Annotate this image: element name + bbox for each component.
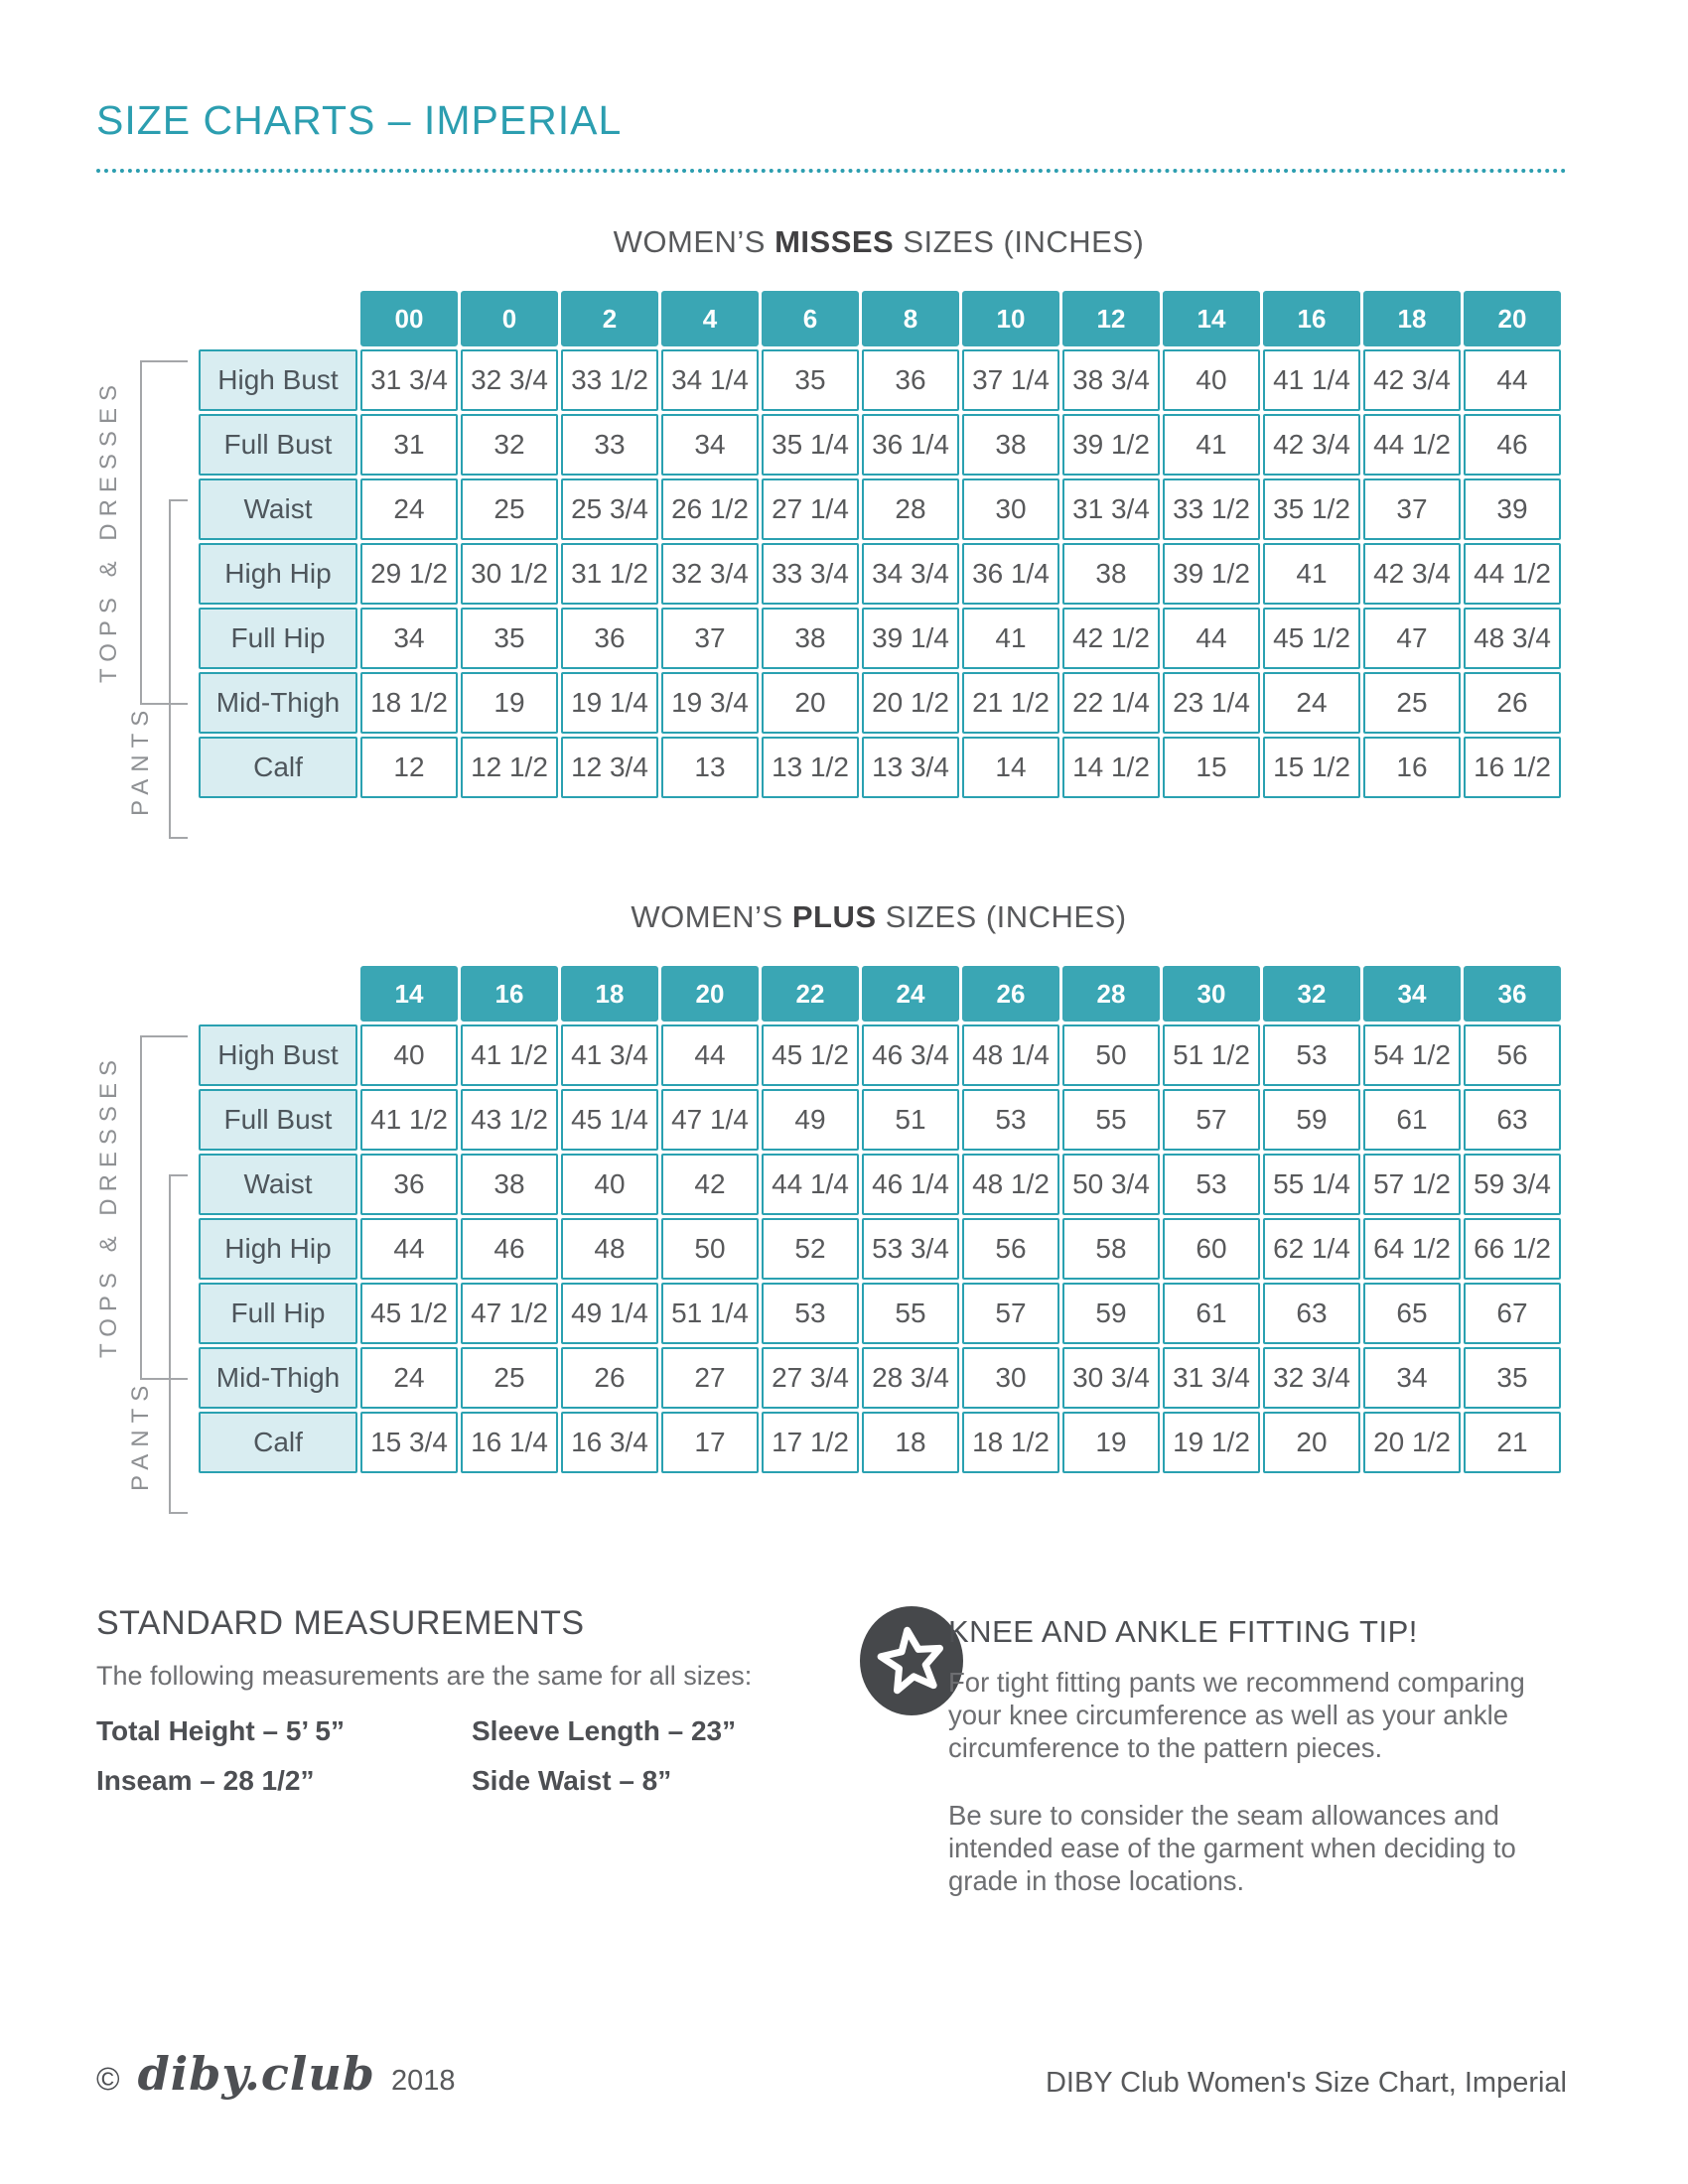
measurement-row-label: Mid-Thigh bbox=[199, 1347, 357, 1409]
measurement-row-label: Calf bbox=[199, 737, 357, 798]
measurement-value-cell: 28 bbox=[862, 478, 959, 540]
measurement-value-cell: 34 bbox=[360, 608, 458, 669]
measurement-row-label: Full Hip bbox=[199, 608, 357, 669]
size-column-header: 2 bbox=[561, 291, 658, 346]
measurement-value-cell: 25 bbox=[461, 478, 558, 540]
measurement-value-cell: 15 bbox=[1163, 737, 1260, 798]
measurement-total-height: Total Height – 5’ 5” bbox=[96, 1715, 345, 1746]
measurement-value-cell: 47 1/2 bbox=[461, 1283, 558, 1344]
measurement-value-cell: 41 1/2 bbox=[360, 1089, 458, 1151]
caption-bold: MISSES bbox=[774, 224, 895, 259]
measurement-value-cell: 50 bbox=[1062, 1024, 1160, 1086]
measurement-value-cell: 31 1/2 bbox=[561, 543, 658, 605]
measurement-value-cell: 37 bbox=[661, 608, 759, 669]
measurement-row bbox=[199, 543, 1561, 605]
size-column-header: 16 bbox=[1263, 291, 1360, 346]
measurement-value-cell: 28 3/4 bbox=[862, 1347, 959, 1409]
measurement-value-cell: 56 bbox=[962, 1218, 1059, 1280]
fitting-tip-paragraph-2: Be sure to consider the seam allowances and intended ease of the garment when deciding to grade in those locations. bbox=[948, 1800, 1516, 1896]
measurement-value-cell: 39 1/2 bbox=[1163, 543, 1260, 605]
measurement-value-cell: 44 bbox=[661, 1024, 759, 1086]
measurement-value-cell: 30 3/4 bbox=[1062, 1347, 1160, 1409]
measurement-value-cell: 49 1/4 bbox=[561, 1283, 658, 1344]
measurement-value-cell: 48 3/4 bbox=[1464, 608, 1561, 669]
copyright-symbol: © bbox=[96, 2061, 120, 2097]
footer-document-title: DIBY Club Women's Size Chart, Imperial bbox=[1045, 2067, 1567, 2099]
size-header-row bbox=[199, 966, 1561, 1022]
pants-bracket bbox=[169, 499, 188, 839]
measurement-value-cell: 20 bbox=[762, 672, 859, 734]
standard-measurements-subheading: The following measurements are the same for all sizes: bbox=[96, 1661, 753, 1691]
measurement-value-cell: 49 bbox=[762, 1089, 859, 1151]
measurement-value-cell: 40 bbox=[1163, 349, 1260, 411]
measurement-value-cell: 46 bbox=[461, 1218, 558, 1280]
measurement-value-cell: 39 bbox=[1464, 478, 1561, 540]
measurement-value-cell: 41 3/4 bbox=[561, 1024, 658, 1086]
measurement-value-cell: 32 3/4 bbox=[661, 543, 759, 605]
measurement-value-cell: 36 1/4 bbox=[962, 543, 1059, 605]
measurement-value-cell: 44 bbox=[1163, 608, 1260, 669]
measurement-value-cell: 57 1/2 bbox=[1363, 1154, 1461, 1215]
measurement-value-cell: 61 bbox=[1363, 1089, 1461, 1151]
measurement-value-cell: 22 1/4 bbox=[1062, 672, 1160, 734]
size-column-header: 16 bbox=[461, 966, 558, 1022]
measurement-row-label: Waist bbox=[199, 478, 357, 540]
measurement-value-cell: 35 bbox=[1464, 1347, 1561, 1409]
measurement-value-cell: 62 1/4 bbox=[1263, 1218, 1360, 1280]
size-column-header: 14 bbox=[360, 966, 458, 1022]
measurement-value-cell: 35 bbox=[461, 608, 558, 669]
measurement-value-cell: 39 1/2 bbox=[1062, 414, 1160, 476]
measurement-value-cell: 44 1/2 bbox=[1464, 543, 1561, 605]
measurement-value-cell: 13 1/2 bbox=[762, 737, 859, 798]
size-column-header: 0 bbox=[461, 291, 558, 346]
tops-and-dresses-group-label: TOPS & DRESSES bbox=[95, 378, 122, 683]
measurement-value-cell: 38 bbox=[962, 414, 1059, 476]
measurement-value-cell: 31 3/4 bbox=[1062, 478, 1160, 540]
measurement-value-cell: 57 bbox=[962, 1283, 1059, 1344]
measurement-value-cell: 46 bbox=[1464, 414, 1561, 476]
measurement-value-cell: 18 1/2 bbox=[360, 672, 458, 734]
size-column-header: 12 bbox=[1062, 291, 1160, 346]
measurement-row bbox=[199, 1412, 1561, 1473]
measurement-value-cell: 18 1/2 bbox=[962, 1412, 1059, 1473]
measurement-value-cell: 19 bbox=[461, 672, 558, 734]
size-column-header: 26 bbox=[962, 966, 1059, 1022]
measurement-value-cell: 44 bbox=[360, 1218, 458, 1280]
measurement-value-cell: 15 3/4 bbox=[360, 1412, 458, 1473]
measurement-value-cell: 35 1/2 bbox=[1263, 478, 1360, 540]
measurement-value-cell: 35 bbox=[762, 349, 859, 411]
measurement-value-cell: 65 bbox=[1363, 1283, 1461, 1344]
measurement-row-label: High Hip bbox=[199, 1218, 357, 1280]
measurement-value-cell: 31 3/4 bbox=[360, 349, 458, 411]
footer-year: 2018 bbox=[390, 2065, 456, 2097]
measurement-row bbox=[199, 414, 1561, 476]
measurement-value-cell: 24 bbox=[360, 478, 458, 540]
measurement-value-cell: 26 bbox=[561, 1347, 658, 1409]
measurement-value-cell: 12 1/2 bbox=[461, 737, 558, 798]
measurement-row bbox=[199, 672, 1561, 734]
measurement-value-cell: 41 bbox=[1263, 543, 1360, 605]
measurement-value-cell: 23 1/4 bbox=[1163, 672, 1260, 734]
measurement-row-label: High Bust bbox=[199, 1024, 357, 1086]
measurement-value-cell: 38 bbox=[762, 608, 859, 669]
measurement-value-cell: 12 bbox=[360, 737, 458, 798]
size-column-header: 36 bbox=[1464, 966, 1561, 1022]
size-column-header: 18 bbox=[561, 966, 658, 1022]
measurement-row bbox=[199, 1218, 1561, 1280]
measurement-value-cell: 34 bbox=[1363, 1347, 1461, 1409]
measurement-value-cell: 36 1/4 bbox=[862, 414, 959, 476]
measurement-value-cell: 42 3/4 bbox=[1263, 414, 1360, 476]
size-header-row bbox=[199, 291, 1561, 346]
size-column-header: 22 bbox=[762, 966, 859, 1022]
measurement-value-cell: 51 1/2 bbox=[1163, 1024, 1260, 1086]
size-column-header: 28 bbox=[1062, 966, 1160, 1022]
measurement-value-cell: 45 1/2 bbox=[360, 1283, 458, 1344]
measurement-value-cell: 33 1/2 bbox=[561, 349, 658, 411]
measurement-value-cell: 53 bbox=[762, 1283, 859, 1344]
measurement-value-cell: 47 bbox=[1363, 608, 1461, 669]
measurement-value-cell: 51 1/4 bbox=[661, 1283, 759, 1344]
caption-prefix: WOMEN’S bbox=[631, 899, 792, 934]
measurement-row bbox=[199, 1154, 1561, 1215]
measurement-row-label: Mid-Thigh bbox=[199, 672, 357, 734]
measurement-value-cell: 13 bbox=[661, 737, 759, 798]
measurement-value-cell: 53 bbox=[962, 1089, 1059, 1151]
measurement-row-label: Full Bust bbox=[199, 1089, 357, 1151]
measurement-value-cell: 39 1/4 bbox=[862, 608, 959, 669]
size-table bbox=[196, 288, 1564, 801]
measurement-value-cell: 59 bbox=[1263, 1089, 1360, 1151]
measurement-value-cell: 42 3/4 bbox=[1363, 349, 1461, 411]
measurement-value-cell: 30 1/2 bbox=[461, 543, 558, 605]
measurement-row bbox=[199, 1283, 1561, 1344]
measurement-value-cell: 36 bbox=[360, 1154, 458, 1215]
measurement-value-cell: 31 bbox=[360, 414, 458, 476]
measurement-value-cell: 40 bbox=[561, 1154, 658, 1215]
dotted-divider bbox=[96, 169, 1567, 173]
measurement-value-cell: 42 3/4 bbox=[1363, 543, 1461, 605]
measurement-value-cell: 38 3/4 bbox=[1062, 349, 1160, 411]
measurement-value-cell: 20 bbox=[1263, 1412, 1360, 1473]
size-column-header: 10 bbox=[962, 291, 1059, 346]
measurement-value-cell: 33 3/4 bbox=[762, 543, 859, 605]
measurement-value-cell: 32 bbox=[461, 414, 558, 476]
footer-brand bbox=[96, 2047, 455, 2101]
measurement-value-cell: 38 bbox=[1062, 543, 1160, 605]
measurement-value-cell: 55 bbox=[1062, 1089, 1160, 1151]
measurement-value-cell: 41 1/2 bbox=[461, 1024, 558, 1086]
plus-size-table bbox=[196, 963, 1564, 1476]
measurement-value-cell: 33 bbox=[561, 414, 658, 476]
measurement-value-cell: 16 1/4 bbox=[461, 1412, 558, 1473]
size-column-header: 24 bbox=[862, 966, 959, 1022]
measurement-sleeve-length: Sleeve Length – 23” bbox=[472, 1715, 737, 1746]
measurement-value-cell: 57 bbox=[1163, 1089, 1260, 1151]
measurement-inseam: Inseam – 28 1/2” bbox=[96, 1765, 315, 1796]
measurement-value-cell: 41 bbox=[1163, 414, 1260, 476]
pants-group-label: PANTS bbox=[127, 703, 154, 817]
table-corner-spacer bbox=[199, 966, 357, 1022]
measurement-value-cell: 50 3/4 bbox=[1062, 1154, 1160, 1215]
measurement-value-cell: 13 3/4 bbox=[862, 737, 959, 798]
measurement-value-cell: 26 1/2 bbox=[661, 478, 759, 540]
measurement-value-cell: 63 bbox=[1464, 1089, 1561, 1151]
measurement-value-cell: 47 1/4 bbox=[661, 1089, 759, 1151]
measurement-value-cell: 66 1/2 bbox=[1464, 1218, 1561, 1280]
caption-suffix: SIZES (INCHES) bbox=[894, 224, 1145, 259]
measurement-value-cell: 50 bbox=[661, 1218, 759, 1280]
page-title: SIZE CHARTS – IMPERIAL bbox=[96, 97, 623, 143]
measurement-value-cell: 14 1/2 bbox=[1062, 737, 1160, 798]
measurement-value-cell: 46 1/4 bbox=[862, 1154, 959, 1215]
measurement-row-label: High Hip bbox=[199, 543, 357, 605]
measurement-value-cell: 53 bbox=[1163, 1154, 1260, 1215]
measurement-value-cell: 25 3/4 bbox=[561, 478, 658, 540]
measurement-value-cell: 56 bbox=[1464, 1024, 1561, 1086]
measurement-value-cell: 43 1/2 bbox=[461, 1089, 558, 1151]
measurement-value-cell: 19 bbox=[1062, 1412, 1160, 1473]
measurement-row bbox=[199, 608, 1561, 669]
measurement-value-cell: 61 bbox=[1163, 1283, 1260, 1344]
measurement-value-cell: 48 1/4 bbox=[962, 1024, 1059, 1086]
measurement-value-cell: 45 1/2 bbox=[762, 1024, 859, 1086]
tops-and-dresses-group-label: TOPS & DRESSES bbox=[95, 1053, 122, 1358]
measurement-value-cell: 51 bbox=[862, 1089, 959, 1151]
measurement-value-cell: 31 3/4 bbox=[1163, 1347, 1260, 1409]
pants-bracket bbox=[169, 1174, 188, 1514]
measurement-value-cell: 19 1/4 bbox=[561, 672, 658, 734]
size-column-header: 30 bbox=[1163, 966, 1260, 1022]
measurement-value-cell: 44 1/2 bbox=[1363, 414, 1461, 476]
measurement-value-cell: 21 1/2 bbox=[962, 672, 1059, 734]
size-column-header: 20 bbox=[661, 966, 759, 1022]
measurement-value-cell: 37 1/4 bbox=[962, 349, 1059, 411]
size-column-header: 6 bbox=[762, 291, 859, 346]
size-column-header: 00 bbox=[360, 291, 458, 346]
standard-measurements-heading: STANDARD MEASUREMENTS bbox=[96, 1604, 585, 1642]
measurement-value-cell: 45 1/2 bbox=[1263, 608, 1360, 669]
measurement-value-cell: 42 1/2 bbox=[1062, 608, 1160, 669]
measurement-value-cell: 64 1/2 bbox=[1363, 1218, 1461, 1280]
measurement-value-cell: 36 bbox=[561, 608, 658, 669]
measurement-value-cell: 55 1/4 bbox=[1263, 1154, 1360, 1215]
measurement-row bbox=[199, 349, 1561, 411]
size-column-header: 14 bbox=[1163, 291, 1260, 346]
measurement-value-cell: 27 1/4 bbox=[762, 478, 859, 540]
measurement-value-cell: 30 bbox=[962, 478, 1059, 540]
measurement-value-cell: 34 1/4 bbox=[661, 349, 759, 411]
measurement-value-cell: 16 1/2 bbox=[1464, 737, 1561, 798]
pants-group-label: PANTS bbox=[127, 1378, 154, 1492]
measurement-row-label: Full Bust bbox=[199, 414, 357, 476]
measurement-value-cell: 19 3/4 bbox=[661, 672, 759, 734]
measurement-value-cell: 29 1/2 bbox=[360, 543, 458, 605]
measurement-value-cell: 35 1/4 bbox=[762, 414, 859, 476]
measurement-value-cell: 25 bbox=[1363, 672, 1461, 734]
measurement-value-cell: 46 3/4 bbox=[862, 1024, 959, 1086]
measurement-value-cell: 63 bbox=[1263, 1283, 1360, 1344]
size-column-header: 18 bbox=[1363, 291, 1461, 346]
table-corner-spacer bbox=[199, 291, 357, 346]
size-table bbox=[196, 963, 1564, 1476]
measurement-value-cell: 45 1/4 bbox=[561, 1089, 658, 1151]
misses-table-caption bbox=[196, 224, 1562, 260]
measurement-value-cell: 53 bbox=[1263, 1024, 1360, 1086]
fitting-tip-heading: KNEE AND ANKLE FITTING TIP! bbox=[948, 1614, 1418, 1649]
measurement-value-cell: 17 bbox=[661, 1412, 759, 1473]
measurement-value-cell: 24 bbox=[1263, 672, 1360, 734]
measurement-value-cell: 58 bbox=[1062, 1218, 1160, 1280]
measurement-value-cell: 59 bbox=[1062, 1283, 1160, 1344]
measurement-value-cell: 34 bbox=[661, 414, 759, 476]
measurement-value-cell: 42 bbox=[661, 1154, 759, 1215]
measurement-value-cell: 54 1/2 bbox=[1363, 1024, 1461, 1086]
plus-table-caption bbox=[196, 899, 1562, 935]
measurement-row-label: Calf bbox=[199, 1412, 357, 1473]
measurement-value-cell: 38 bbox=[461, 1154, 558, 1215]
measurement-value-cell: 53 3/4 bbox=[862, 1218, 959, 1280]
misses-size-table bbox=[196, 288, 1564, 801]
measurement-value-cell: 44 bbox=[1464, 349, 1561, 411]
measurement-value-cell: 59 3/4 bbox=[1464, 1154, 1561, 1215]
measurement-value-cell: 34 3/4 bbox=[862, 543, 959, 605]
measurement-row bbox=[199, 478, 1561, 540]
measurement-value-cell: 41 1/4 bbox=[1263, 349, 1360, 411]
size-column-header: 8 bbox=[862, 291, 959, 346]
measurement-value-cell: 26 bbox=[1464, 672, 1561, 734]
fitting-tip-paragraph-1: For tight fitting pants we recommend comparing your knee circumference as well as your ankle circumference to the pattern pieces. bbox=[948, 1667, 1525, 1763]
measurement-value-cell: 40 bbox=[360, 1024, 458, 1086]
measurement-value-cell: 24 bbox=[360, 1347, 458, 1409]
standard-measurements-section bbox=[96, 1604, 811, 1797]
measurement-value-cell: 16 3/4 bbox=[561, 1412, 658, 1473]
measurement-value-cell: 55 bbox=[862, 1283, 959, 1344]
measurement-value-cell: 27 3/4 bbox=[762, 1347, 859, 1409]
measurement-value-cell: 36 bbox=[862, 349, 959, 411]
measurement-row-label: High Bust bbox=[199, 349, 357, 411]
measurement-value-cell: 60 bbox=[1163, 1218, 1260, 1280]
measurement-value-cell: 12 3/4 bbox=[561, 737, 658, 798]
measurement-value-cell: 41 bbox=[962, 608, 1059, 669]
measurement-value-cell: 27 bbox=[661, 1347, 759, 1409]
measurement-value-cell: 16 bbox=[1363, 737, 1461, 798]
measurement-row-label: Full Hip bbox=[199, 1283, 357, 1344]
measurement-value-cell: 18 bbox=[862, 1412, 959, 1473]
measurement-value-cell: 37 bbox=[1363, 478, 1461, 540]
measurement-value-cell: 32 3/4 bbox=[1263, 1347, 1360, 1409]
measurement-value-cell: 30 bbox=[962, 1347, 1059, 1409]
caption-prefix: WOMEN’S bbox=[613, 224, 775, 259]
measurement-row bbox=[199, 1089, 1561, 1151]
measurement-value-cell: 21 bbox=[1464, 1412, 1561, 1473]
measurement-value-cell: 17 1/2 bbox=[762, 1412, 859, 1473]
measurement-row bbox=[199, 1024, 1561, 1086]
measurement-value-cell: 44 1/4 bbox=[762, 1154, 859, 1215]
size-column-header: 4 bbox=[661, 291, 759, 346]
measurement-row bbox=[199, 737, 1561, 798]
caption-bold: PLUS bbox=[791, 899, 877, 934]
measurement-value-cell: 67 bbox=[1464, 1283, 1561, 1344]
measurement-value-cell: 52 bbox=[762, 1218, 859, 1280]
measurement-value-cell: 14 bbox=[962, 737, 1059, 798]
caption-suffix: SIZES (INCHES) bbox=[876, 899, 1127, 934]
measurement-value-cell: 48 1/2 bbox=[962, 1154, 1059, 1215]
measurement-value-cell: 20 1/2 bbox=[1363, 1412, 1461, 1473]
standard-measurements-list bbox=[96, 1715, 811, 1797]
measurement-side-waist: Side Waist – 8” bbox=[472, 1765, 672, 1796]
size-column-header: 34 bbox=[1363, 966, 1461, 1022]
measurement-value-cell: 19 1/2 bbox=[1163, 1412, 1260, 1473]
size-column-header: 20 bbox=[1464, 291, 1561, 346]
measurement-value-cell: 20 1/2 bbox=[862, 672, 959, 734]
measurement-value-cell: 32 3/4 bbox=[461, 349, 558, 411]
measurement-value-cell: 33 1/2 bbox=[1163, 478, 1260, 540]
measurement-value-cell: 15 1/2 bbox=[1263, 737, 1360, 798]
measurement-row-label: Waist bbox=[199, 1154, 357, 1215]
diby-club-logo: diby.club bbox=[137, 2047, 375, 2101]
measurement-value-cell: 25 bbox=[461, 1347, 558, 1409]
measurement-value-cell: 48 bbox=[561, 1218, 658, 1280]
measurement-row bbox=[199, 1347, 1561, 1409]
size-column-header: 32 bbox=[1263, 966, 1360, 1022]
